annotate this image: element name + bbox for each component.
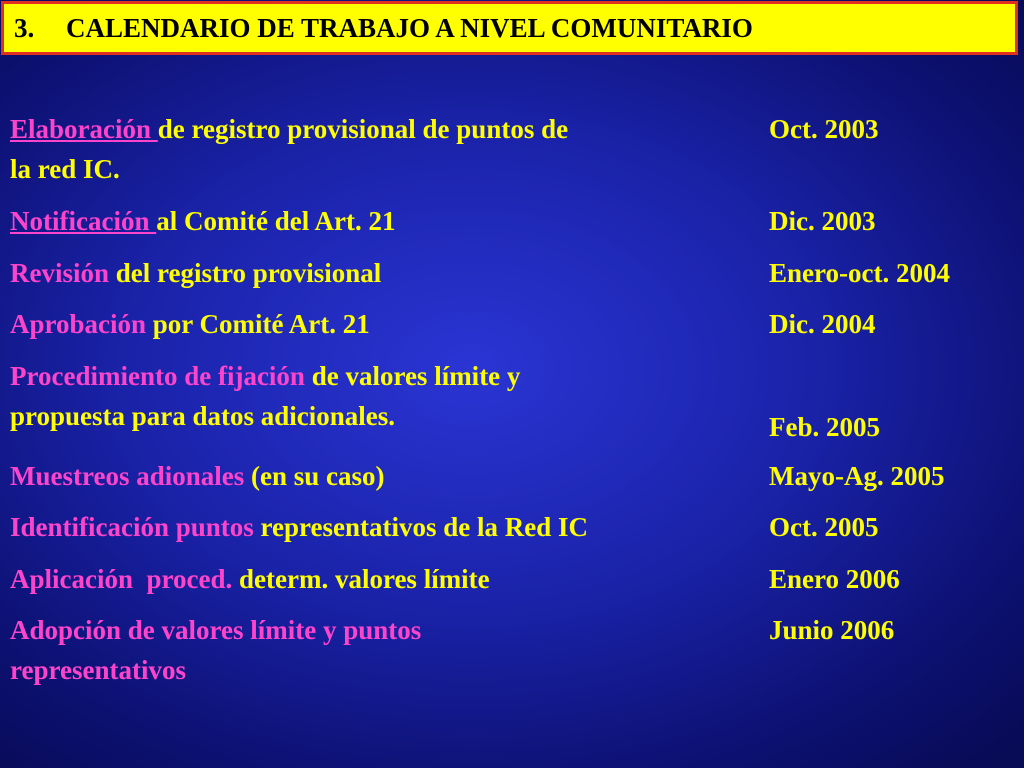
- activity-keyword: Procedimiento de fijación: [10, 361, 305, 391]
- activity-keyword: Elaboración: [10, 114, 158, 144]
- activity-description: [10, 456, 755, 496]
- activity-description: [10, 507, 755, 547]
- activity-date: Dic. 2004: [769, 309, 876, 339]
- activity-text: representativos de la Red IC: [253, 512, 589, 542]
- activity-description: [10, 253, 755, 293]
- activity-date: Dic. 2003: [769, 206, 876, 236]
- activity-keyword: Aprobación: [10, 309, 147, 339]
- section-number: 3.: [14, 12, 35, 43]
- activity-text-line2: propuesta para datos adicionales.: [10, 401, 396, 431]
- activity-keyword: Aplicación proced.: [10, 564, 233, 594]
- activity-text: al Comité del Art. 21: [156, 206, 396, 236]
- activity-text: del registro provisional: [109, 258, 382, 288]
- activity-keyword: Adopción de valores límite y puntos: [10, 615, 422, 645]
- activity-text-line2: la red IC.: [10, 154, 120, 184]
- activity-description: [10, 304, 755, 344]
- title-banner: [1, 1, 1018, 55]
- activity-description: [10, 559, 755, 599]
- page-title: CALENDARIO DE TRABAJO A NIVEL COMUNITARIO: [66, 12, 753, 43]
- activity-description: [10, 109, 755, 189]
- activity-keyword-line2: representativos: [10, 655, 186, 685]
- activity-date: Enero-oct. 2004: [769, 258, 950, 288]
- activity-date: Junio 2006: [769, 615, 895, 645]
- activity-text: de registro provisional de puntos de: [157, 114, 569, 144]
- activity-keyword: Revisión: [10, 258, 110, 288]
- activity-date: Enero 2006: [769, 564, 900, 594]
- activity-text: de valores límite y: [304, 361, 521, 391]
- activity-text: determ. valores límite: [232, 564, 490, 594]
- activity-description: [10, 610, 755, 690]
- activity-description: [10, 356, 755, 436]
- activity-text: por Comité Art. 21: [146, 309, 370, 339]
- activity-date: Oct. 2003: [769, 114, 879, 144]
- activity-date: Feb. 2005: [769, 412, 880, 442]
- activity-description: [10, 201, 755, 241]
- activity-date: Mayo-Ag. 2005: [769, 461, 945, 491]
- activity-date: Oct. 2005: [769, 512, 879, 542]
- activity-text: (en su caso): [244, 461, 385, 491]
- activity-keyword: Identificación puntos: [10, 512, 254, 542]
- activity-keyword: Muestreos adionales: [10, 461, 245, 491]
- activity-keyword: Notificación: [10, 206, 157, 236]
